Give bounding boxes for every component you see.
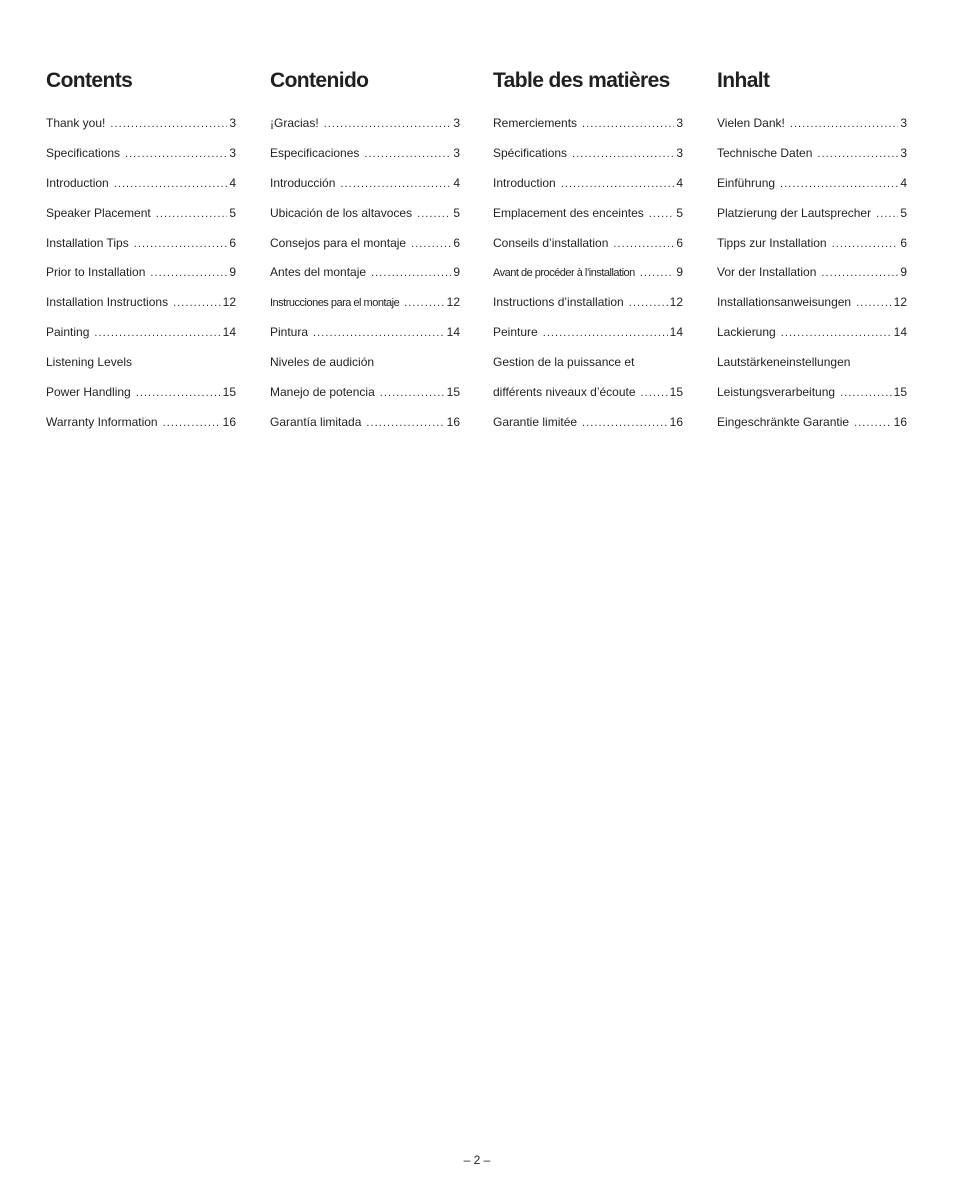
toc-entry-page: 14 [222,325,236,340]
toc-column-german [717,64,907,429]
toc-entry-page: 3 [900,145,907,160]
toc-entry-page: 3 [229,116,236,130]
toc-entry-label: Painting [46,325,90,340]
toc-entry [717,235,907,265]
dot-leader [582,415,668,431]
toc-entry [270,324,460,354]
dot-leader [781,325,892,341]
dot-leader [114,176,228,192]
toc-entry-label: Power Handling [46,385,131,400]
dot-leader [364,146,451,162]
toc-entry-label: Installation Instructions [46,295,169,310]
dot-leader [366,415,444,431]
toc-entry-label: Garantía limitada [270,414,362,429]
dot-leader [134,236,228,252]
toc-entry-label: différents niveaux d’écoute [493,385,636,400]
toc-entry-page: 15 [669,385,683,400]
dot-leader [854,415,892,431]
toc-entry-page: 4 [676,175,683,190]
toc-entry-label: Speaker Placement [46,205,151,220]
dot-leader [832,236,899,252]
toc-entry-page: 6 [900,235,907,250]
toc-entry [717,324,907,354]
dot-leader [173,295,221,311]
toc-entry [46,205,236,235]
toc-entry-label: Thank you! [46,116,106,130]
toc-entry-label: Avant de procéder à l’installation [493,267,635,280]
dot-leader [640,265,675,281]
dot-leader [411,236,451,252]
toc-entry-label: Instructions d’installation [493,295,624,310]
dot-leader [380,385,445,401]
toc-entry-label: Platzierung der Lautsprecher [717,205,872,220]
dot-leader [790,116,898,132]
toc-entry [717,175,907,205]
toc-entry-label: Eingeschränkte Garantie [717,414,850,429]
toc-entry [46,414,236,444]
dot-leader [840,385,892,401]
toc-entry-page: 16 [446,414,460,429]
toc-entry [493,324,683,354]
toc-entry [493,384,683,414]
toc-entry-label: Specifications [46,145,121,160]
toc-entry [46,175,236,205]
toc-column-english [46,64,236,429]
toc-entry [717,115,907,145]
dot-leader [371,265,451,281]
dot-leader [404,295,444,311]
toc-entry-page: 12 [893,295,907,310]
toc-entry-label: Vor der Installation [717,265,817,280]
toc-entry-label: Listening Levels [46,355,133,370]
toc-entry-label: Spécifications [493,145,568,160]
toc-entry [717,354,907,384]
column-title: Table des matières [493,69,670,92]
toc-entry [717,384,907,414]
toc-entry-page: 16 [669,414,683,429]
toc-entry-page: 3 [676,145,683,160]
toc-entry-page: 12 [669,295,683,310]
dot-leader [417,206,451,222]
toc-entry [717,294,907,324]
toc-entry-page: 5 [676,205,683,220]
toc-entry-label: Lackierung [717,325,776,340]
toc-entry [493,294,683,324]
toc-entry-label: Peinture [493,325,538,340]
dot-leader [780,176,898,192]
toc-entry-label: Installationsanweisungen [717,295,852,310]
toc-entry-label: Leistungsverarbeitung [717,385,836,400]
toc-entry-page: 9 [229,265,236,280]
toc-entry-page: 3 [453,116,460,130]
toc-entry [270,145,460,175]
dot-leader [94,325,220,341]
toc-entry [46,115,236,145]
toc-entry-page: 4 [900,175,907,190]
toc-entry [717,414,907,444]
toc-entry-label: Instrucciones para el montaje [270,297,400,310]
toc-entry-page: 3 [453,145,460,160]
toc-entry [270,414,460,444]
dot-leader [150,265,227,281]
toc-entry [270,205,460,235]
toc-entry-page: 14 [446,325,460,340]
toc-entry [270,264,460,294]
dot-leader [561,176,675,192]
toc-entry-label: Especificaciones [270,145,360,160]
table-of-contents [46,64,908,464]
toc-entry [46,354,236,384]
toc-entry-page: 16 [893,414,907,429]
toc-entry-label: Remerciements [493,116,578,130]
toc-entry-label: Niveles de audición [270,355,375,370]
toc-entry [493,354,683,384]
toc-entry-label: Emplacement des enceintes [493,205,644,220]
toc-entry-page: 12 [222,295,236,310]
toc-entry [493,264,683,294]
toc-entry-page: 15 [446,385,460,400]
toc-entry-list [493,115,683,444]
toc-entry-label: Consejos para el montaje [270,235,407,250]
toc-entry [493,175,683,205]
toc-entry-page: 6 [676,235,683,250]
dot-leader [110,116,227,132]
column-title: Contenido [270,69,369,92]
toc-entry-page: 16 [222,414,236,429]
toc-entry-page: 14 [669,325,683,340]
toc-entry-label: Gestion de la puissance et [493,355,635,370]
toc-entry-label: Installation Tips [46,235,129,250]
toc-entry-page: 5 [453,205,460,220]
toc-column-french [493,64,683,429]
dot-leader [324,116,452,132]
toc-entry [46,264,236,294]
toc-entry-label: Vielen Dank! [717,116,785,130]
dot-leader [629,295,668,311]
dot-leader [613,236,674,252]
toc-entry-page: 9 [676,265,683,280]
toc-entry-page: 3 [229,145,236,160]
dot-leader [582,116,674,132]
toc-entry-label: Warranty Information [46,414,158,429]
toc-entry-page: 3 [900,116,907,130]
dot-leader [821,265,898,281]
dot-leader [163,415,221,431]
toc-entry-page: 15 [893,385,907,400]
toc-column-spanish [270,64,460,429]
toc-entry-page: 5 [229,205,236,220]
toc-entry [46,235,236,265]
toc-entry [493,205,683,235]
toc-entry [270,354,460,384]
column-title: Contents [46,69,133,92]
toc-entry-label: Technische Daten [717,145,813,160]
toc-entry-label: Garantie limitée [493,414,578,429]
toc-entry-page: 12 [446,295,460,310]
dot-leader [543,325,668,341]
toc-entry [46,384,236,414]
toc-entry [493,115,683,145]
toc-entry-page: 6 [229,235,236,250]
toc-entry-label: Lautstärkeneinstellungen [717,355,851,370]
toc-entry-list [270,115,460,444]
toc-entry [270,175,460,205]
toc-entry [46,145,236,175]
toc-entry-label: Ubicación de los altavoces [270,205,413,220]
dot-leader [125,146,227,162]
toc-entry-label: Introduction [493,175,556,190]
dot-leader [876,206,898,222]
toc-entry-label: Tipps zur Installation [717,235,827,250]
toc-entry-label: Manejo de potencia [270,385,375,400]
toc-entry [270,235,460,265]
toc-entry-label: Introducción [270,175,336,190]
toc-entry-page: 9 [453,265,460,280]
toc-entry [493,145,683,175]
toc-entry [270,384,460,414]
toc-entry [270,294,460,324]
dot-leader [572,146,674,162]
toc-entry [493,235,683,265]
toc-entry [717,145,907,175]
toc-entry-page: 15 [222,385,236,400]
toc-entry-label: Pintura [270,325,309,340]
dot-leader [136,385,221,401]
dot-leader [156,206,228,222]
toc-entry-page: 9 [900,265,907,280]
toc-entry [46,324,236,354]
toc-entry-list [46,115,236,444]
toc-entry-page: 5 [900,205,907,220]
toc-entry-label: Antes del montaje [270,265,367,280]
toc-entry-label: Introduction [46,175,109,190]
column-title: Inhalt [717,69,770,92]
dot-leader [817,146,898,162]
dot-leader [340,176,451,192]
toc-entry [46,294,236,324]
dot-leader [856,295,892,311]
toc-entry [493,414,683,444]
toc-entry [717,205,907,235]
dot-leader [649,206,675,222]
toc-entry-page: 3 [676,116,683,130]
toc-entry-label: ¡Gracias! [270,116,319,130]
dot-leader [641,385,668,401]
toc-entry-page: 4 [453,175,460,190]
toc-entry-page: 4 [229,175,236,190]
dot-leader [313,325,445,341]
toc-entry-page: 6 [453,235,460,250]
toc-entry-list [717,115,907,444]
toc-entry-page: 14 [893,325,907,340]
toc-entry-label: Prior to Installation [46,265,146,280]
toc-entry-label: Conseils d’installation [493,235,609,250]
page-number: – 2 – [463,1153,491,1167]
toc-entry-label: Einführung [717,175,776,190]
toc-entry [717,264,907,294]
toc-entry [270,115,460,145]
